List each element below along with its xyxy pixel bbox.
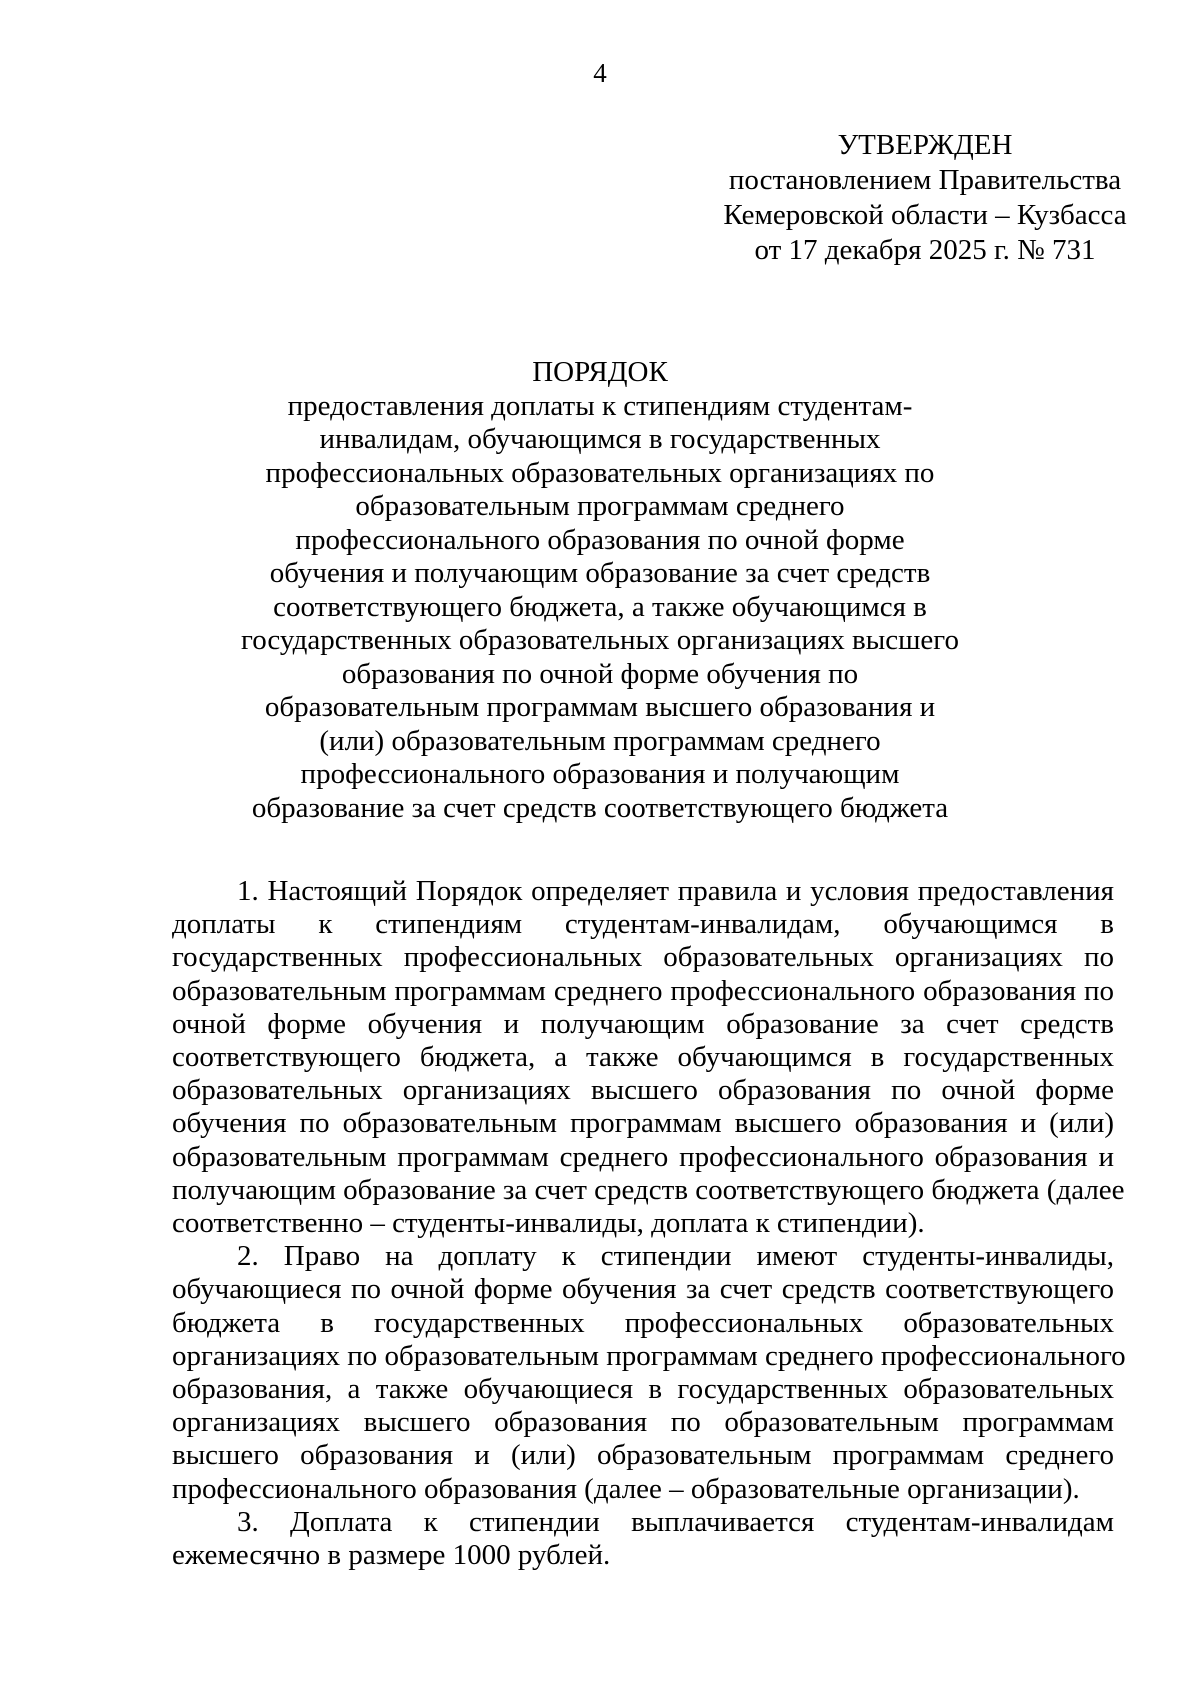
approval-line: УТВЕРЖДЕН bbox=[837, 129, 1013, 161]
paragraph-line: обучения по образовательным программам высшего образования и (или) bbox=[172, 1107, 1114, 1140]
paragraph-line: бюджета в государственных профессиональных образовательных bbox=[172, 1306, 1114, 1339]
title-line: инвалидам, обучающимся в государственных bbox=[319, 423, 881, 455]
title-line: (или) образовательным программам среднего bbox=[319, 724, 881, 757]
title-line: профессионального образования по очной форме bbox=[295, 523, 905, 556]
paragraph-line: организациях по образовательным программам среднего профессионального bbox=[172, 1339, 1126, 1372]
title-line: обучения и получающим образование за счет средств bbox=[269, 557, 931, 589]
paragraph-line: образования, а также обучающиеся в государственных образовательных bbox=[172, 1373, 1114, 1406]
paragraph-line: соответственно – студенты-инвалиды, доплата к стипендии). bbox=[172, 1207, 925, 1240]
title-line: образования по очной форме обучения по bbox=[341, 657, 859, 690]
title-line: предоставления доплаты к стипендиям студентам- bbox=[287, 389, 913, 422]
paragraph-line: образовательным программам среднего профессионального образования по bbox=[172, 974, 1114, 1007]
paragraph-line: 2. Право на доплату к стипендии имеют студенты-инвалиды, bbox=[237, 1240, 1114, 1273]
paragraph-3 bbox=[172, 1506, 1114, 1572]
paragraph-line: государственных профессиональных образовательных организациях по bbox=[172, 941, 1114, 974]
approval-line: Кемеровской области – Кузбасса bbox=[723, 199, 1127, 231]
paragraph-line: образовательным программам среднего профессионального образования и bbox=[172, 1140, 1114, 1173]
page-number: 4 bbox=[593, 58, 607, 88]
document-title bbox=[0, 356, 1200, 825]
approval-line: постановлением Правительства bbox=[728, 164, 1122, 196]
paragraph-line: ежемесячно в размере 1000 рублей. bbox=[172, 1539, 611, 1572]
paragraph-2 bbox=[172, 1240, 1126, 1506]
title-line: образование за счет средств соответствующего бюджета bbox=[251, 791, 949, 824]
paragraph-line: обучающиеся по очной форме обучения за счет средств соответствующего bbox=[172, 1273, 1114, 1306]
paragraph-line: образовательных организациях высшего образования по очной форме bbox=[172, 1074, 1114, 1107]
title-line: образовательным программам среднего bbox=[355, 490, 845, 522]
paragraph-line: 1. Настоящий Порядок определяет правила и условия предоставления bbox=[237, 875, 1114, 907]
paragraph-1 bbox=[172, 875, 1125, 1240]
title-line: профессионального образования и получающим bbox=[300, 758, 900, 790]
paragraph-line: получающим образование за счет средств соответствующего бюджета (далее bbox=[172, 1173, 1125, 1206]
paragraph-line: организациях высшего образования по образовательным программам bbox=[172, 1406, 1114, 1439]
paragraph-line: соответствующего бюджета, а также обучающимся в государственных bbox=[172, 1041, 1114, 1074]
title-line: образовательным программам высшего образования и bbox=[264, 691, 936, 723]
title-heading: ПОРЯДОК bbox=[532, 356, 668, 388]
paragraph-line: очной форме обучения и получающим образование за счет средств bbox=[172, 1007, 1114, 1040]
title-line: соответствующего бюджета, а также обучающимся в bbox=[273, 590, 927, 623]
title-line: профессиональных образовательных организациях по bbox=[265, 456, 935, 489]
document-body bbox=[172, 875, 1126, 1572]
paragraph-line: профессионального образования (далее – образовательные организации). bbox=[172, 1472, 1080, 1505]
paragraph-line: 3. Доплата к стипендии выплачивается студентам-инвалидам bbox=[237, 1505, 1114, 1538]
paragraph-line: высшего образования и (или) образовательным программам среднего bbox=[172, 1439, 1114, 1472]
paragraph-line: доплаты к стипендиям студентам-инвалидам, обучающимся в bbox=[172, 908, 1114, 941]
title-line: государственных образовательных организациях высшего bbox=[241, 624, 959, 656]
approval-line: от 17 декабря 2025 г. № 731 bbox=[754, 234, 1096, 266]
approval-stamp bbox=[700, 128, 1150, 268]
